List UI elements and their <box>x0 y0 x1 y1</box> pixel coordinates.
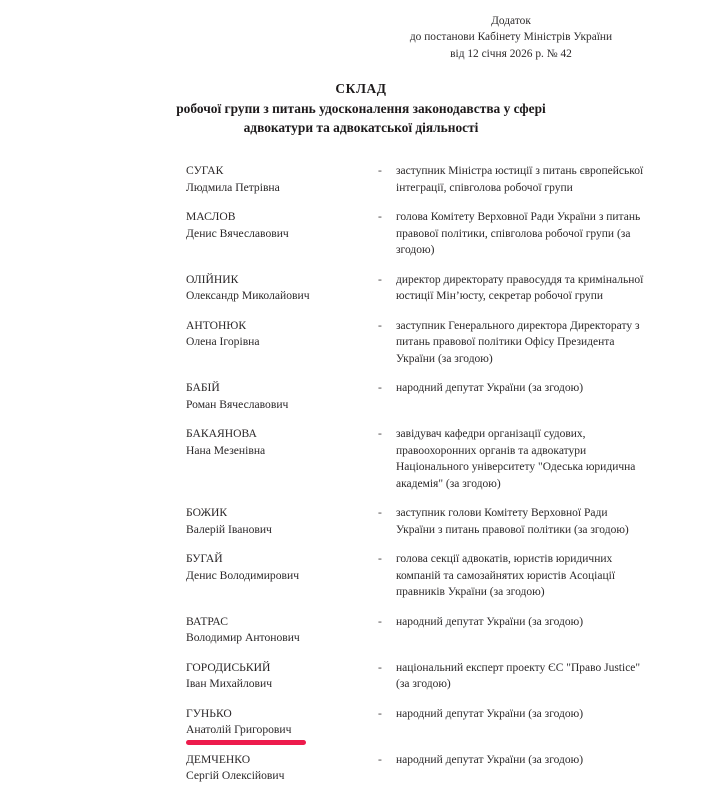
title-subline-2: адвокатури та адвокатської діяльності <box>243 120 479 136</box>
member-given-name: Людмила Петрівна <box>186 180 280 194</box>
member-separator-dash: - <box>378 272 382 286</box>
member-separator-dash: - <box>378 164 382 177</box>
member-surname: ВАТРАС <box>186 614 228 628</box>
member-given-name: Іван Михайлович <box>186 677 273 690</box>
member-given-name: Олександр Миколайович <box>186 289 310 302</box>
member-given-name: Валерій Іванович <box>186 522 272 536</box>
member-position-description: народний депутат України (за згодою) <box>396 615 584 628</box>
appendix-reference-block <box>398 13 624 62</box>
member-row <box>0 272 722 318</box>
member-position-description: директор директорату правосуддя та кримінальної юстиції Мін’юсту, секретар робочої групи <box>396 273 644 302</box>
member-position-description: народний депутат України (за згодою) <box>396 382 584 394</box>
title-subline-1: робочої групи з питань удосконалення законодавства у сфері <box>176 100 546 116</box>
member-separator-dash: - <box>378 318 382 332</box>
member-name <box>186 614 378 647</box>
member-name <box>186 551 378 584</box>
member-list <box>0 163 722 798</box>
member-surname: БАКАЯНОВА <box>186 427 257 440</box>
member-name <box>186 752 378 785</box>
member-name <box>186 318 378 351</box>
member-row <box>0 505 722 551</box>
member-separator-dash: - <box>378 381 382 394</box>
member-row <box>0 318 722 381</box>
member-position-description: заступник Міністра юстиції з питань європейської інтеграції, співголова робочої групи <box>396 165 644 194</box>
member-surname: ГОРОДИСЬКИЙ <box>186 660 271 674</box>
member-name <box>186 505 378 538</box>
member-surname: ОЛІЙНИК <box>186 272 239 286</box>
member-separator-dash: - <box>378 614 382 628</box>
resolution-date-number: від 12 січня 2026 р. № 42 <box>450 47 572 60</box>
member-name <box>186 272 378 305</box>
member-separator-dash: - <box>378 506 382 519</box>
member-surname: МАСЛОВ <box>186 210 236 223</box>
member-given-name: Роман Вячеславович <box>186 397 289 411</box>
member-surname: СУГАК <box>186 164 224 177</box>
member-given-name: Володимир Антонович <box>186 631 300 644</box>
member-surname: БАБІЙ <box>186 381 220 394</box>
member-name <box>186 209 378 242</box>
member-row <box>0 551 722 614</box>
member-position-description: заступник голови Комітету Верховної Ради України з питань правової політики (за згодою) <box>396 507 629 536</box>
member-position-description: заступник Генерального директора Директорату з питань правової політики Офісу Президента України (за згодою) <box>396 319 640 365</box>
member-surname: АНТОНЮК <box>186 318 247 332</box>
member-position-description: народний депутат України (за згодою) <box>396 753 584 766</box>
member-position-description: голова Комітету Верховної Ради України з питань правової політики, співголова робочої групи (за згодою) <box>396 211 641 256</box>
member-row <box>0 614 722 660</box>
member-row <box>0 660 722 706</box>
page-title <box>50 79 672 138</box>
member-row <box>0 706 722 752</box>
member-row <box>0 426 722 505</box>
member-surname: БУГАЙ <box>186 552 223 565</box>
member-separator-dash: - <box>378 706 382 720</box>
appendix-label: Додаток <box>491 15 531 27</box>
member-separator-dash: - <box>378 552 382 565</box>
member-given-name: Денис Володимирович <box>186 568 300 582</box>
member-name <box>186 380 378 413</box>
member-name <box>186 163 378 196</box>
member-row <box>0 209 722 272</box>
member-given-name: Нана Мезенівна <box>186 443 266 457</box>
resolution-authority: до постанови Кабінету Міністрів України <box>409 31 613 44</box>
member-separator-dash: - <box>378 752 382 766</box>
member-row <box>0 380 722 426</box>
member-surname: ГУНЬКО <box>186 706 232 720</box>
member-separator-dash: - <box>378 210 382 223</box>
title-heading: СКЛАД <box>335 81 387 96</box>
member-name <box>186 706 378 739</box>
member-position-description: голова секції адвокатів, юристів юридичних компаній та самозайнятих юристів Асоціації правників України (за згодою) <box>396 553 616 598</box>
member-name <box>186 426 378 459</box>
member-surname: ДЕМЧЕНКО <box>186 752 251 766</box>
member-given-name: Анатолій Григорович <box>186 723 292 736</box>
member-position-description: національний експерт проекту ЄС "Право Justice" (за згодою) <box>396 661 641 690</box>
member-row <box>0 752 722 798</box>
member-separator-dash: - <box>378 660 382 674</box>
member-name <box>186 660 378 693</box>
member-separator-dash: - <box>378 427 382 440</box>
member-position-description: народний депутат України (за згодою) <box>396 707 584 720</box>
member-given-name: Олена Ігорівна <box>186 335 260 348</box>
member-surname: БОЖИК <box>186 506 228 519</box>
member-position-description: завідувач кафедри організації судових, правоохоронних органів та адвокатури Національного університету "Одеська юридична академія" (за згодою) <box>396 428 636 490</box>
member-given-name: Сергій Олексійович <box>186 769 285 782</box>
member-given-name: Денис Вячеславович <box>186 226 289 240</box>
member-row <box>0 163 722 209</box>
